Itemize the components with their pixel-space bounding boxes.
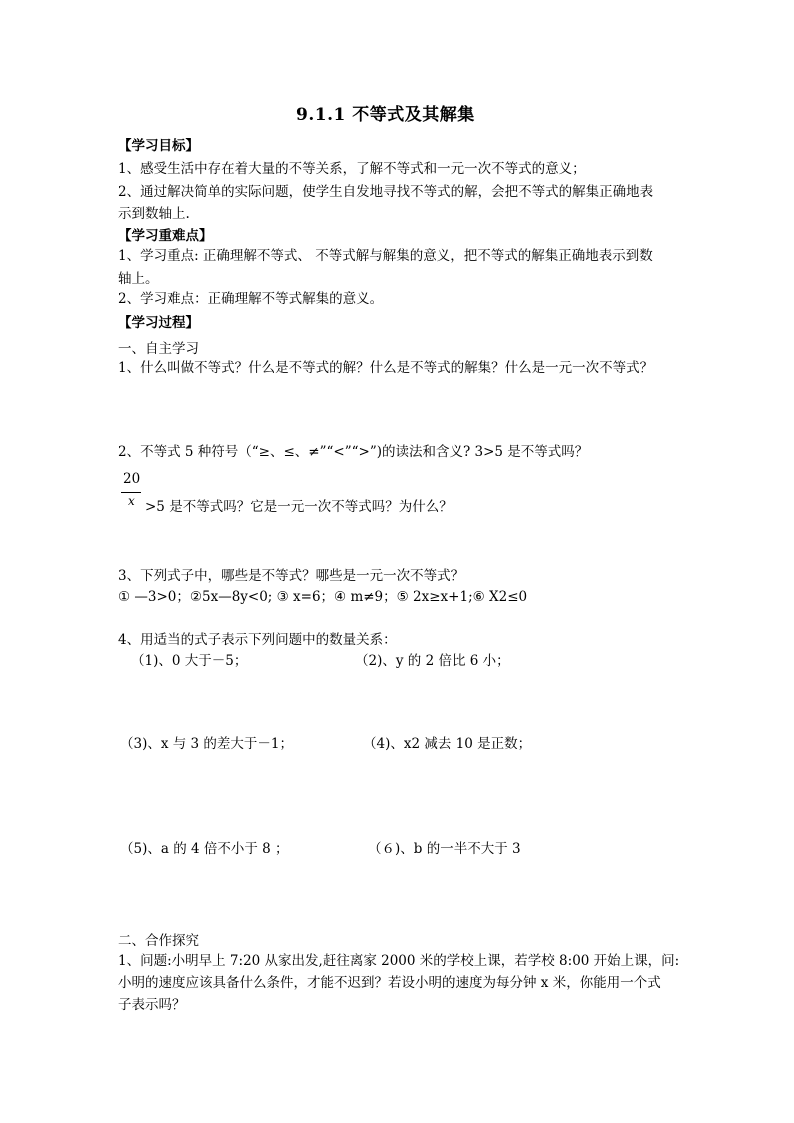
keypoints-item: 轴上。	[118, 271, 159, 287]
question-3: 3、下列式子中，哪些是不等式？哪些是一元一次不等式？	[118, 568, 465, 584]
question-1: 1、什么叫做不等式？什么是不等式的解？什么是不等式的解集？什么是一元一次不等式？	[118, 360, 654, 376]
process-heading: 【学习过程】	[118, 315, 199, 331]
keypoints-heading: 【学习重难点】	[118, 228, 213, 244]
question-4-item-1: （1)、0 大于－5；	[131, 653, 248, 669]
part2-line: 1、问题:小明早上 7:20 从家出发,赶往离家 2000 米的学校上课，若学校 8:00 开始上课，问:	[118, 953, 680, 969]
fraction-denominator: x	[128, 494, 135, 508]
page-title: 9.1.1 不等式及其解集	[296, 105, 475, 125]
part2-heading: 二、合作探究	[118, 933, 199, 949]
question-4-item-3: （3)、x 与 3 的差大于－1；	[120, 736, 294, 752]
goals-item: 2、通过解决简单的实际问题，使学生自发地寻找不等式的解，会把不等式的解集正确地表	[118, 184, 654, 200]
question-4-item-2: （2)、y 的 2 倍比 6 小；	[355, 653, 510, 669]
question-4-item-4: （4)、x2 减去 10 是正数；	[363, 736, 532, 752]
question-3-list: ① —3>0；②5x—8y<0; ③ x=6；④ m≠9；⑤ 2x≥x+1;⑥ X2≤0	[118, 589, 528, 605]
question-2: 2、不等式 5 种符号（“≥、≤、≠”“<”“>”)的读法和含义? 3>5 是不等式吗？	[118, 444, 589, 460]
keypoints-item: 2、学习难点：正确理解不等式解集的意义。	[118, 291, 384, 307]
keypoints-item: 1、学习重点: 正确理解不等式、 不等式解与解集的意义，把不等式的解集正确地表示到数	[118, 248, 653, 264]
question-2-tail: >5 是不等式吗？它是一元一次不等式吗？为什么？	[145, 499, 453, 515]
question-4-item-6: （６)、b 的一半不大于 3	[368, 841, 521, 857]
fraction-numerator: 20	[123, 471, 141, 487]
part1-heading: 一、自主学习	[118, 341, 199, 357]
question-4: 4、用适当的式子表示下列问题中的数量关系：	[118, 632, 397, 648]
part2-line: 子表示吗？	[118, 997, 186, 1013]
goals-item: 1、感受生活中存在着大量的不等关系，了解不等式和一元一次不等式的意义；	[118, 161, 586, 177]
goals-heading: 【学习目标】	[118, 138, 199, 154]
part2-line: 小明的速度应该具备什么条件，才能不迟到？若设小明的速度为每分钟 x 米，你能用一个式	[118, 975, 661, 991]
goals-item: 示到数轴上.	[118, 206, 190, 222]
question-4-item-5: （5)、a 的 4 倍不小于 8 ；	[120, 841, 289, 857]
fraction-bar	[121, 492, 141, 493]
